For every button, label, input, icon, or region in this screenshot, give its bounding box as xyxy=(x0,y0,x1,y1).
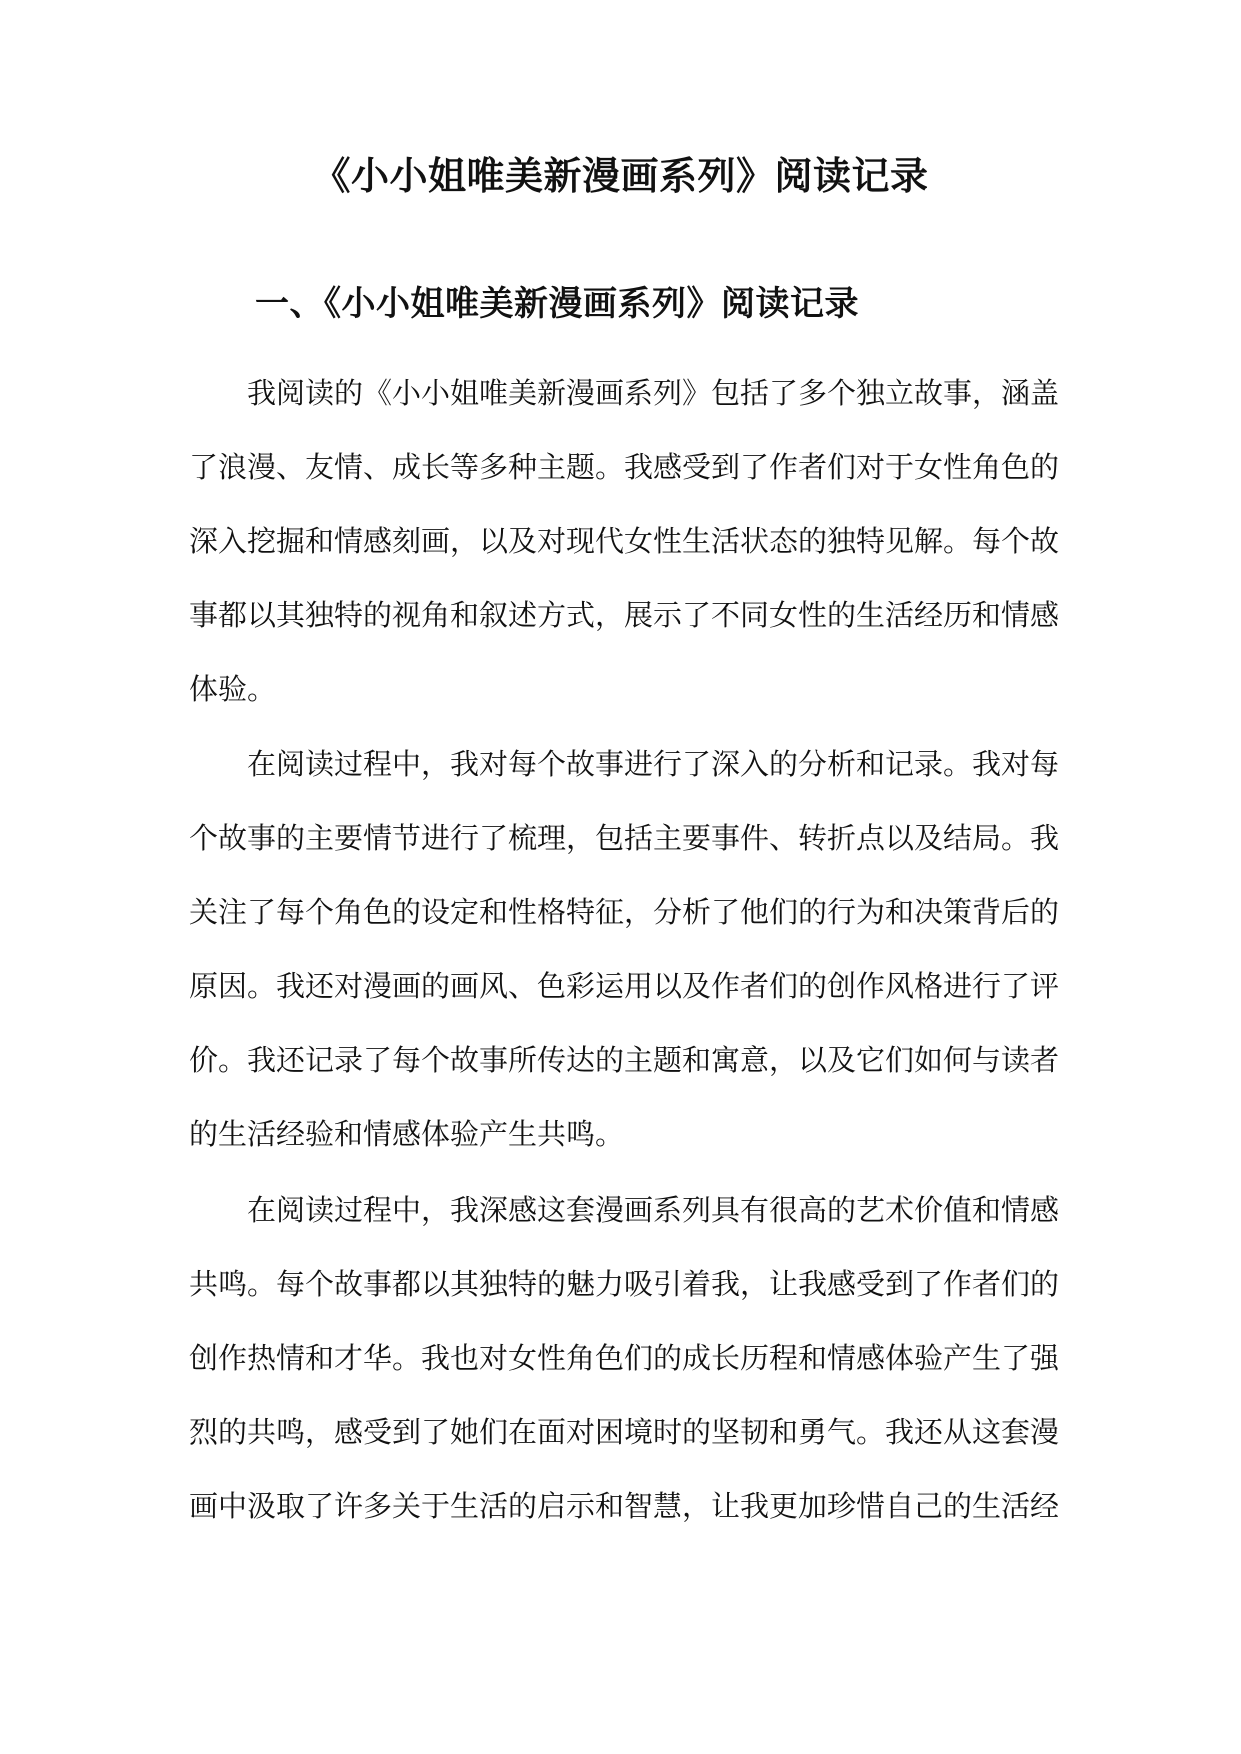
paragraph-3 xyxy=(189,1173,1060,1543)
paragraph-line: 画中汲取了许多关于生活的启示和智慧，让我更加珍惜自己的生活经 xyxy=(189,1489,1060,1523)
paragraph-2 xyxy=(189,727,1060,1171)
paragraph-line: 原因。我还对漫画的画风、色彩运用以及作者们的创作风格进行了评 xyxy=(189,969,1060,1003)
paragraph-line: 体验。 xyxy=(189,672,277,706)
paragraph-line: 价。我还记录了每个故事所传达的主题和寓意，以及它们如何与读者 xyxy=(189,1043,1060,1077)
paragraph-line: 在阅读过程中，我对每个故事进行了深入的分析和记录。我对每 xyxy=(247,747,1060,781)
paragraph-line: 烈的共鸣，感受到了她们在面对困境时的坚韧和勇气。我还从这套漫 xyxy=(189,1415,1060,1449)
paragraph-line: 了浪漫、友情、成长等多种主题。我感受到了作者们对于女性角色的 xyxy=(189,450,1060,484)
paragraph-line: 创作热情和才华。我也对女性角色们的成长历程和情感体验产生了强 xyxy=(189,1341,1060,1375)
paragraph-line: 的生活经验和情感体验产生共鸣。 xyxy=(189,1117,625,1151)
paragraph-line: 共鸣。每个故事都以其独特的魅力吸引着我，让我感受到了作者们的 xyxy=(189,1267,1060,1301)
section-heading: 一、《小小姐唯美新漫画系列》阅读记录 xyxy=(255,284,859,324)
paragraph-line: 关注了每个角色的设定和性格特征，分析了他们的行为和决策背后的 xyxy=(189,895,1060,929)
document-title: 《小小姐唯美新漫画系列》阅读记录 xyxy=(312,153,929,198)
paragraph-line: 在阅读过程中，我深感这套漫画系列具有很高的艺术价值和情感 xyxy=(247,1193,1060,1227)
paragraph-1 xyxy=(189,356,1060,726)
paragraph-line: 个故事的主要情节进行了梳理，包括主要事件、转折点以及结局。我 xyxy=(189,821,1060,855)
paragraph-line: 深入挖掘和情感刻画，以及对现代女性生活状态的独特见解。每个故 xyxy=(189,524,1060,558)
paragraph-line: 事都以其独特的视角和叙述方式，展示了不同女性的生活经历和情感 xyxy=(189,598,1060,632)
paragraph-line: 我阅读的《小小姐唯美新漫画系列》包括了多个独立故事，涵盖 xyxy=(247,376,1060,410)
